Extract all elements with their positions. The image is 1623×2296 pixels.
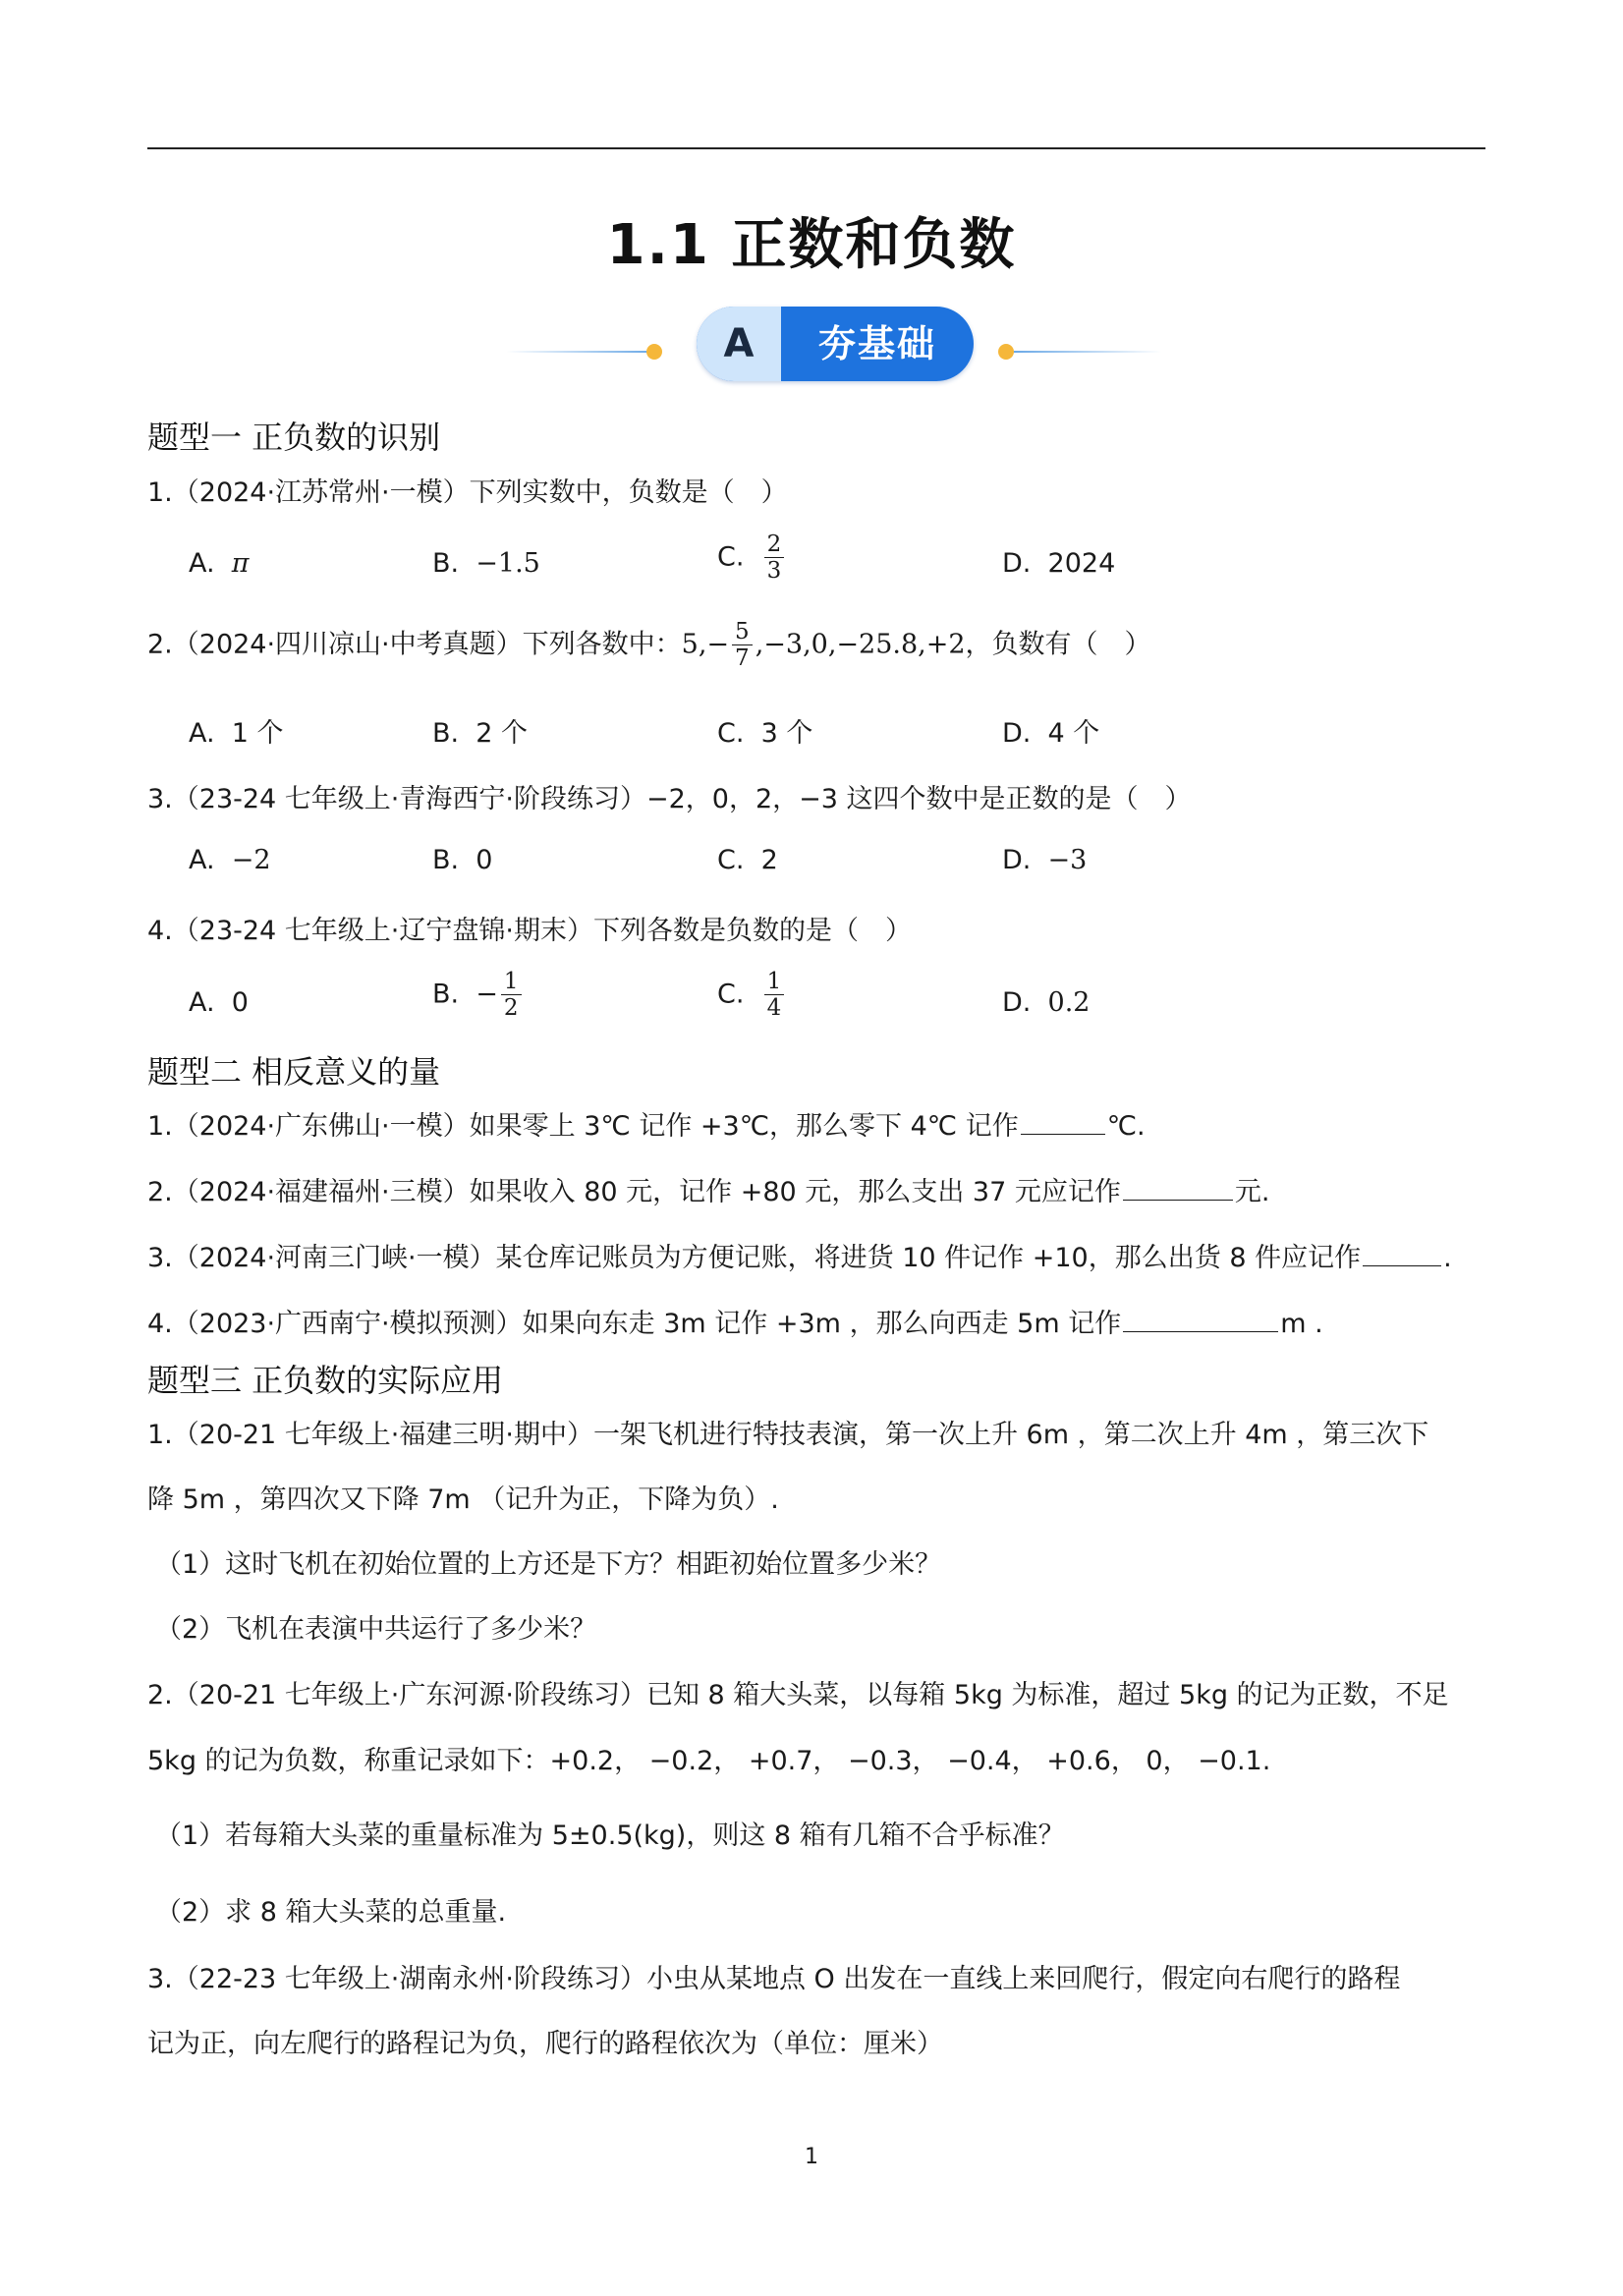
subquestion-3-2-1: （1）若每箱大头菜的重量标准为 5±0.5(kg)，则这 8 箱有几箱不合乎标准？ [155,1820,1065,1851]
question-3-2-cont: 5kg 的记为负数，称重记录如下：+0.2， −0.2， +0.7， −0.3， −0.4， +0.6， 0， −0.1. [147,1746,1271,1776]
question-1-3: 3.（23-24 七年级上·青海西宁·阶段练习）−2，0，2，−3 这四个数中是正数的是（ ） [147,784,1192,814]
question-3-1-cont: 降 5m ，第四次又下降 7m （记升为正，下降为负）. [147,1484,779,1515]
answer-blank [1363,1240,1441,1266]
option-1-2-c: C. 3 个 [717,718,813,749]
option-1-3-c: C. 2 [717,845,778,875]
question-source: （22-23 七年级上·湖南永州·阶段练习） [172,1964,646,1994]
subquestion-3-1-2: （2）飞机在表演中共运行了多少米？ [155,1614,597,1645]
question-source: （2023·广西南宁·模拟预测） [172,1309,523,1339]
banner-pill [697,307,974,381]
page-title: 1.1 正数和负数 [606,213,1017,277]
subquestion-3-2-2: （2）求 8 箱大头菜的总重量. [155,1897,507,1928]
option-1-4-d: D. 0.2 [1002,987,1091,1018]
section-heading-1: 题型一 正负数的识别 [147,419,441,456]
banner-line-left [506,351,653,353]
question-3-1: 1.（20-21 七年级上·福建三明·期中）一架飞机进行特技表演，第一次上升 6m ，第二次上升 4m ，第三次下 [147,1420,1429,1450]
option-1-1-b: B. −1.5 [432,548,540,579]
question-2-2: 2.（2024·福建福州·三模）如果收入 80 元，记作 +80 元，那么支出 37 元应记作 元. [147,1170,1269,1208]
question-1-2: 2.（2024·四川凉山·中考真题）下列各数中：5,− $\frac{5}{7}$ ,−3,0,−25.8,+2，负数有（ ） [147,619,1151,672]
question-source: （2024·广东佛山·一模） [172,1111,470,1142]
question-source: （2024·河南三门峡·一模） [172,1243,496,1273]
question-source: （23-24 七年级上·青海西宁·阶段练习） [172,784,646,814]
question-2-4: 4.（2023·广西南宁·模拟预测）如果向东走 3m 记作 +3m ，那么向西走 5m 记作 m . [147,1302,1323,1340]
option-1-1-a: A. π [189,548,250,579]
fraction: $\frac{1}{2}$ [501,969,522,1022]
option-1-4-b: B. − $\frac{1}{2}$ [432,969,525,1022]
banner-letter: A [697,307,781,381]
option-1-2-d: D. 4 个 [1002,718,1100,749]
banner-label: 夯基础 [817,322,936,365]
fraction: $\frac{2}{3}$ [764,532,785,585]
subquestion-3-1-1: （1）这时飞机在初始位置的上方还是下方？相距初始位置多少米？ [155,1549,942,1580]
question-3-3-cont: 记为正，向左爬行的路程记为负，爬行的路程依次为（单位：厘米） [147,2029,943,2059]
option-1-1-d: D. 2024 [1002,548,1116,579]
option-1-2-b: B. 2 个 [432,718,529,749]
question-1-1 [147,471,788,509]
question-3-2: 2.（20-21 七年级上·广东河源·阶段练习）已知 8 箱大头菜，以每箱 5kg 为标准，超过 5kg 的记为正数，不足 [147,1680,1449,1710]
section-banner [0,305,1623,383]
banner-line-right [1014,351,1161,353]
banner-dot-right [998,344,1014,360]
option-1-1-c: C. $\frac{2}{3}$ [717,532,787,585]
banner-dot-left [646,344,662,360]
section-heading-2: 题型二 相反意义的量 [147,1053,441,1091]
question-3-3: 3.（22-23 七年级上·湖南永州·阶段练习）小虫从某地点 O 出发在一直线上来回爬行，假定向右爬行的路程 [147,1964,1401,1994]
question-1-4: 4.（23-24 七年级上·辽宁盘锦·期末）下列各数是负数的是（ ） [147,916,912,946]
question-source: （2024·江苏常州·一模） [172,477,470,508]
fraction: $\frac{1}{4}$ [764,969,785,1022]
answer-blank [1021,1108,1105,1135]
option-1-2-a: A. 1 个 [189,718,284,749]
question-source: （2024·四川凉山·中考真题） [172,629,523,660]
question-source: （20-21 七年级上·广东河源·阶段练习） [172,1680,646,1710]
option-1-4-c: C. $\frac{1}{4}$ [717,969,787,1022]
question-2-3: 3.（2024·河南三门峡·一模）某仓库记账员为方便记账，将进货 10 件记作 +10，那么出货 8 件应记作 . [147,1236,1452,1274]
question-stem: 下列实数中，负数是（ ） [469,477,788,508]
question-source: （23-24 七年级上·辽宁盘锦·期末） [172,916,593,946]
section-heading-3: 题型三 正负数的实际应用 [147,1362,504,1399]
fraction: $\frac{5}{7}$ [732,619,753,672]
question-2-1: 1.（2024·广东佛山·一模）如果零上 3℃ 记作 +3℃，那么零下 4℃ 记作 ℃. [147,1104,1146,1143]
page-number: 1 [805,2145,818,2169]
top-rule [147,147,1485,149]
option-1-4-a: A. 0 [189,987,249,1018]
option-1-3-a: A. −2 [189,845,271,875]
question-source: （20-21 七年级上·福建三明·期中） [172,1420,593,1450]
question-source: （2024·福建福州·三模） [172,1177,470,1207]
option-1-3-d: D. −3 [1002,845,1088,875]
option-1-3-b: B. 0 [432,845,493,875]
question-number: 1. [147,477,173,508]
answer-blank [1123,1174,1233,1201]
answer-blank [1123,1306,1278,1332]
